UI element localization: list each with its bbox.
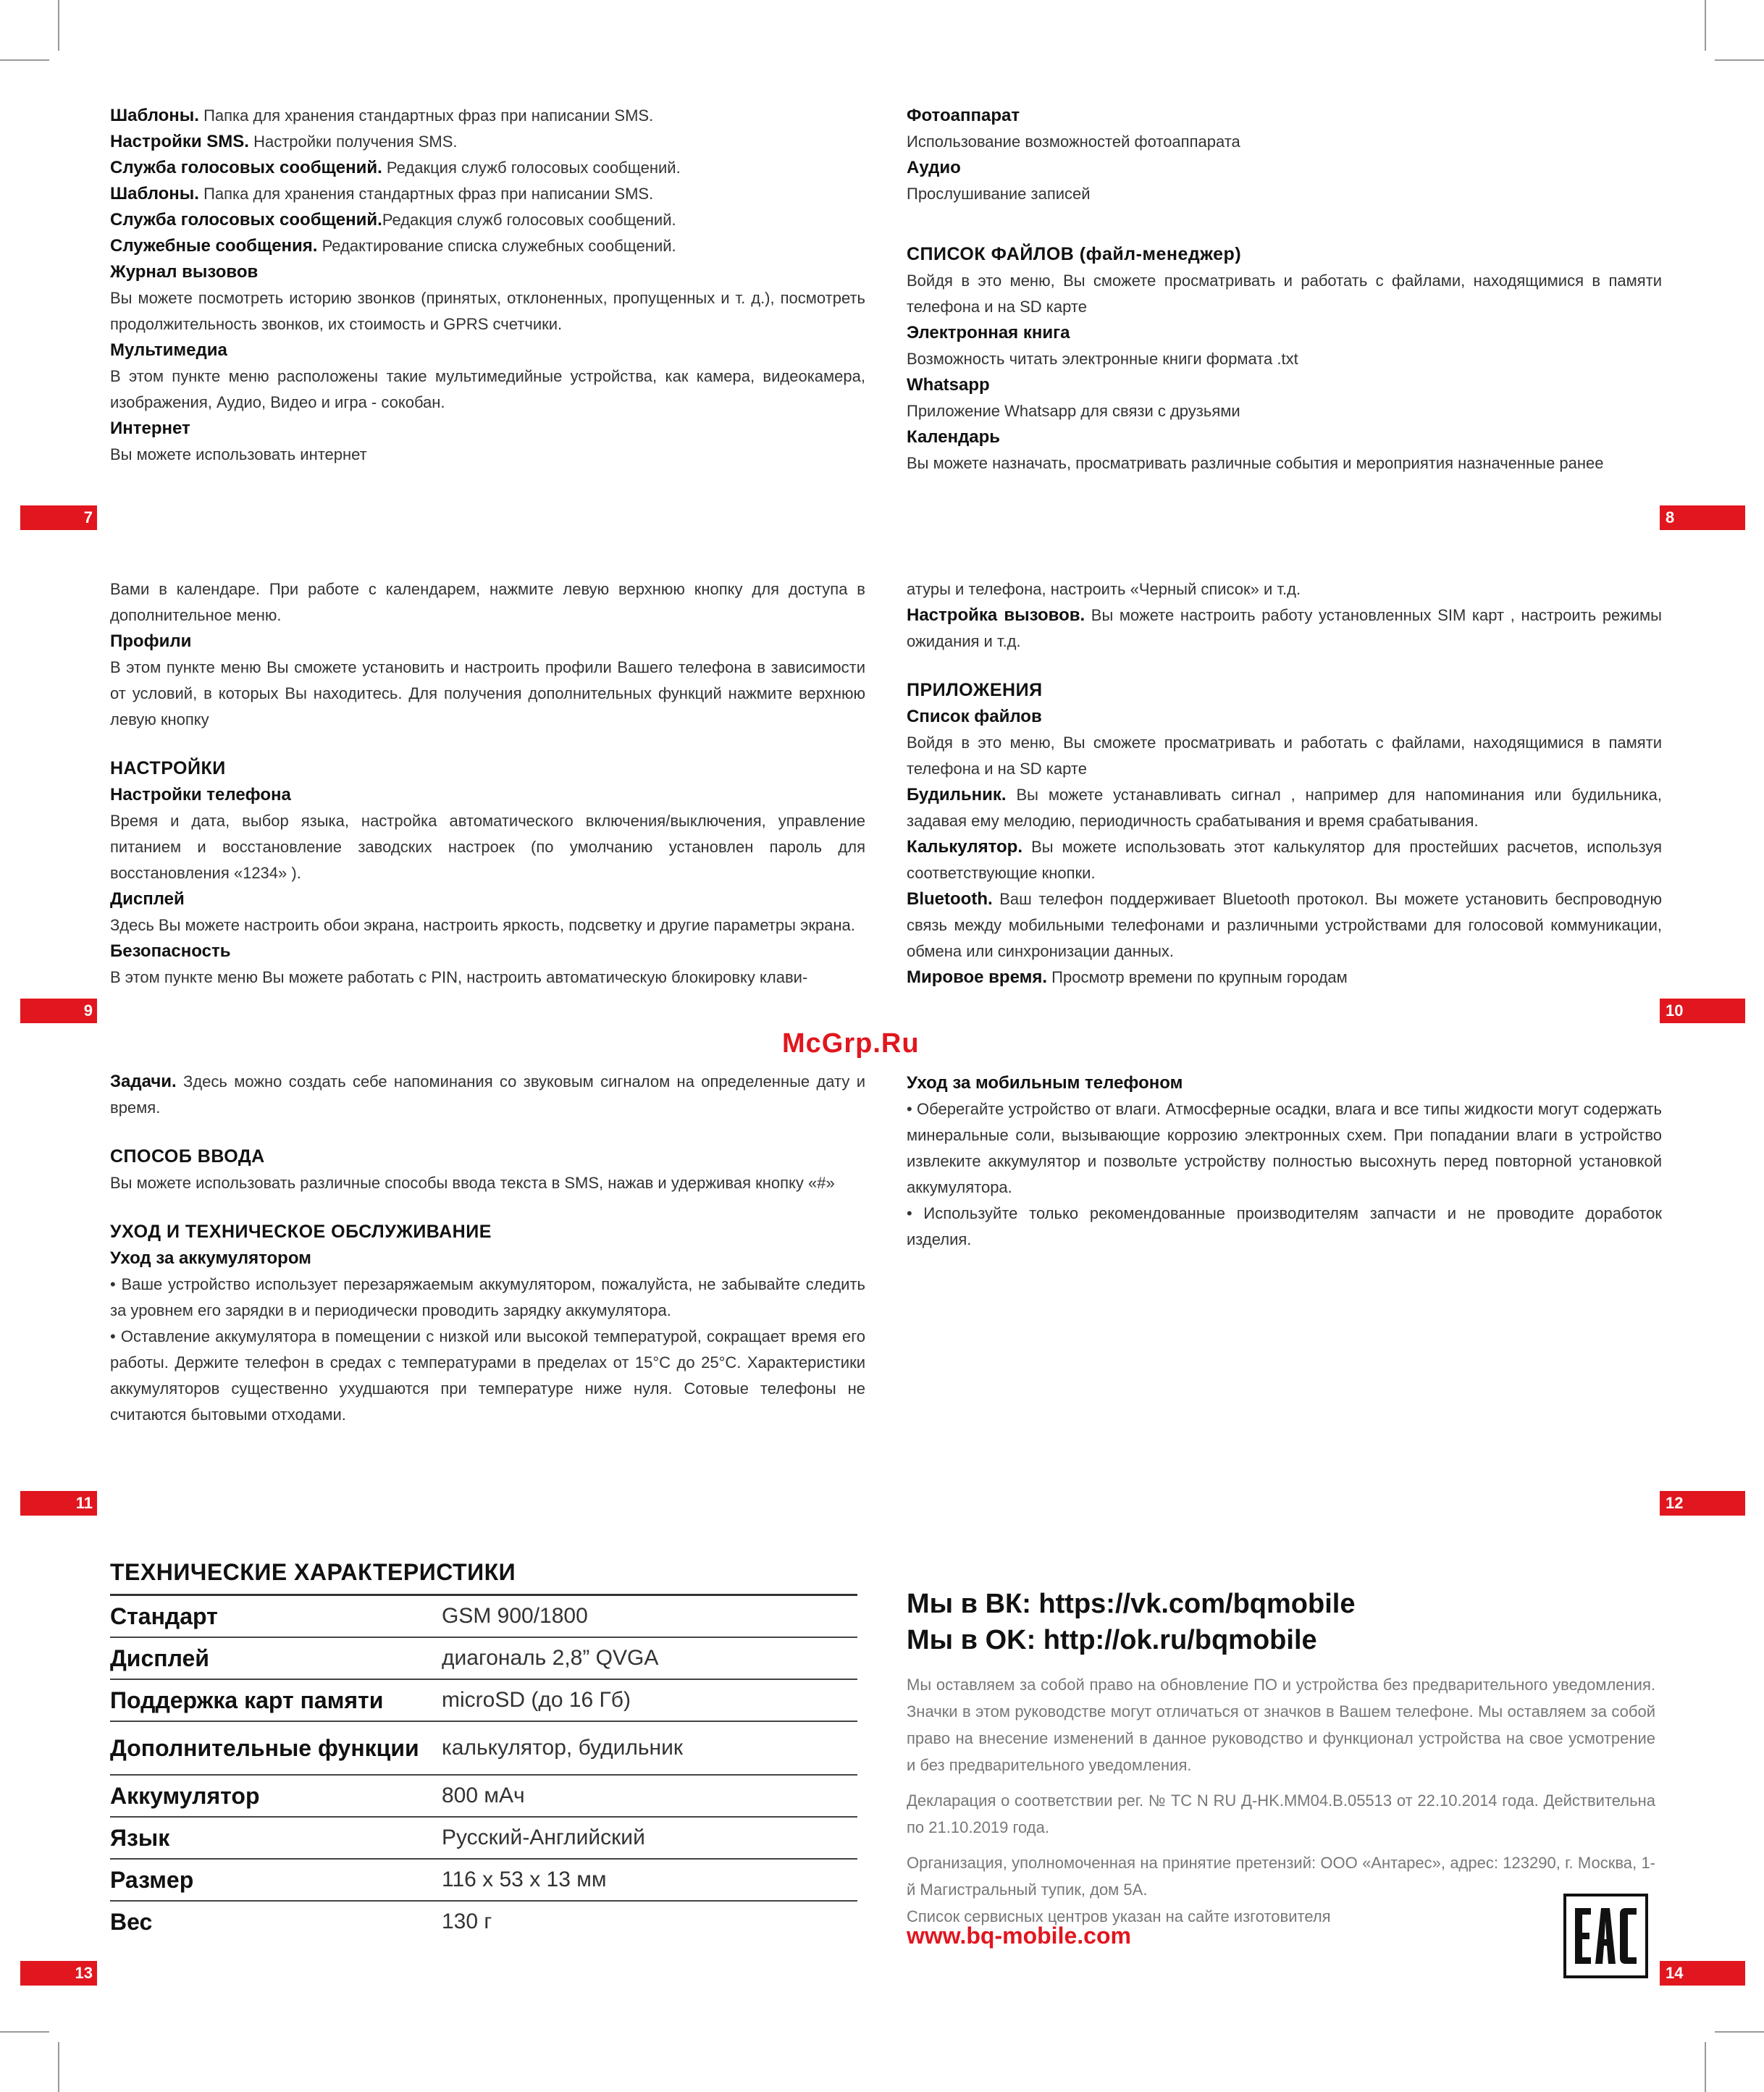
spec-row (110, 1638, 857, 1680)
specs-title: ТЕХНИЧЕСКИЕ ХАРАКТЕРИСТИКИ (110, 1559, 516, 1585)
paragraph-text: • Оберегайте устройство от влаги. Атмосферные осадки, влага и все типы жидкости могут содержать минеральные соли, вызывающие коррозию электронных схем. При попадании влаги в устройство извлеките аккумулятор и позвольте устройству полностью высохнуть перед повторной установкой аккумулятора. (907, 1100, 1662, 1196)
paragraph (907, 965, 1662, 991)
spec-value: GSM 900/1800 (442, 1604, 588, 1628)
page-12-column (907, 1070, 1662, 1253)
paragraph (110, 364, 865, 416)
section-heading: НАСТРОЙКИ (110, 758, 226, 778)
paragraph (110, 155, 865, 181)
paragraph (907, 782, 1662, 834)
ok-link[interactable]: Мы в OK: http://ok.ru/bqmobile (907, 1625, 1317, 1655)
spec-key: Язык (110, 1824, 170, 1851)
paragraph-text: Вы можете устанавливать сигнал , например для напоминания или будильника, задавая ему мелодию, периодичность срабатывания и время срабатывания. (907, 786, 1662, 830)
spec-value: 116 х 53 х 13 мм (442, 1868, 607, 1891)
paragraph (110, 655, 865, 733)
spec-value: Русский-Английский (442, 1826, 645, 1849)
subsection-heading: Профили (110, 631, 192, 651)
watermark: McGrp.Ru (782, 1028, 920, 1059)
paragraph-text: Вы можете посмотреть историю звонков (принятых, отклоненных, пропущенных и т. д.), посмотреть продолжительность звонков, их стоимость и GPRS счетчики. (110, 289, 865, 333)
paragraph (907, 1096, 1662, 1201)
note-service-centers: Список сервисных центров указан на сайте изготовителя (907, 1907, 1331, 1925)
note-declaration: Декларация о соответствии рег. № ТС N RU Д-HK.MM04.B.05513 от 22.10.2014 года. Действительна по 21.10.2019 года. (907, 1791, 1655, 1836)
paragraph (907, 346, 1662, 372)
spec-row (110, 1680, 857, 1722)
paragraph (907, 576, 1662, 602)
paragraph-text: В этом пункте меню Вы сможете установить и настроить профили Вашего телефона в зависимости от условий, в которых Вы находитесь. Для получения дополнительных функций нажмите верхнюю левую кнопку (110, 658, 865, 728)
paragraph (110, 103, 865, 129)
paragraph-text: Вы можете настроить работу установленных SIM карт , настроить режимы ожидания и т.д. (907, 606, 1662, 650)
paragraph (110, 207, 865, 233)
page-8-column (907, 103, 1662, 476)
spec-key: Вес (110, 1908, 153, 1935)
paragraph (907, 129, 1662, 155)
paragraph-text: атуры и телефона, настроить «Черный список» и т.д. (907, 580, 1301, 598)
spec-row (110, 1902, 857, 1942)
spec-value: 130 г (442, 1910, 492, 1933)
subsection-heading: Безопасность (110, 941, 231, 961)
subsection-heading: Мультимедиа (110, 340, 227, 360)
section-heading: СПОСОБ ВВОДА (110, 1146, 265, 1167)
page-number-13: 13 (20, 1961, 97, 1986)
paragraph-text: Войдя в это меню, Вы сможете просматривать и работать с файлами, находящимися в памяти телефона и на SD карте (907, 734, 1662, 778)
crop-mark (1705, 2042, 1706, 2092)
paragraph-text: В этом пункте меню Вы можете работать с PIN, настроить автоматическую блокировку клави- (110, 968, 808, 986)
paragraph-text: Вами в календаре. При работе с календарем, нажмите левую верхнюю кнопку для доступа в дополнительное меню. (110, 580, 865, 624)
spec-key: Размер (110, 1866, 194, 1893)
crop-mark (0, 59, 49, 61)
paragraph-text: Вы можете использовать интернет (110, 445, 367, 463)
paragraph-text: Настройки получения SMS. (248, 133, 458, 151)
page-number-7: 7 (20, 505, 97, 530)
paragraph-text: Прослушивание записей (907, 185, 1091, 203)
spec-key: Дополнительные функции (110, 1734, 419, 1761)
crop-mark (0, 2031, 49, 2033)
page-number-8: 8 (1660, 505, 1745, 530)
spec-value: 800 мАч (442, 1784, 525, 1807)
paragraph-text: Папка для хранения стандартных фраз при написании SMS. (198, 185, 654, 203)
paragraph-lead: Будильник. (907, 785, 1007, 805)
section-heading: ПРИЛОЖЕНИЯ (907, 680, 1043, 700)
subsection-heading: Фотоаппарат (907, 106, 1020, 125)
subsection-heading: Журнал вызовов (110, 262, 259, 282)
eac-logo-icon (1563, 1894, 1648, 1978)
paragraph-lead: Bluetooth. (907, 889, 993, 909)
paragraph-lead: Калькулятор. (907, 837, 1023, 857)
spec-value: microSD (до 16 Гб) (442, 1688, 631, 1712)
paragraph-text: Время и дата, выбор языка, настройка автоматического включения/выключения, управление питанием и восстановление заводских настроек (по умолчанию установлен пароль для восстановления «1234» ). (110, 812, 865, 882)
paragraph-text: Вы можете назначать, просматривать различные события и мероприятия назначенные ранее (907, 454, 1604, 472)
paragraph-text: Ваш телефон поддерживает Bluetooth протокол. Вы можете установить беспроводную связь между мобильными телефонами и различными устройствами для голосовой коммуникации, обмена или синхронизации данных. (907, 890, 1662, 960)
paragraph-text: Возможность читать электронные книги формата .txt (907, 350, 1298, 368)
paragraph (907, 834, 1662, 886)
vk-link[interactable]: Мы в ВК: https://vk.com/bqmobile (907, 1589, 1356, 1619)
paragraph-text: Редактирование списка служебных сообщений. (317, 237, 676, 255)
paragraph (110, 442, 865, 468)
paragraph (907, 886, 1662, 965)
spec-row (110, 1596, 857, 1638)
paragraph (907, 450, 1662, 476)
section-heading: УХОД И ТЕХНИЧЕСКОЕ ОБСЛУЖИВАНИЕ (110, 1222, 492, 1242)
paragraph-text: Редакция служб голосовых сообщений. (382, 159, 681, 177)
paragraph (907, 181, 1662, 207)
paragraph-lead: Служба голосовых сообщений. (110, 210, 382, 230)
page-number-14: 14 (1660, 1961, 1745, 1986)
spec-row (110, 1776, 857, 1818)
paragraph (907, 730, 1662, 782)
paragraph (110, 1170, 865, 1196)
paragraph (110, 129, 865, 155)
paragraph-lead: Настройка вызовов. (907, 605, 1085, 625)
paragraph-lead: Настройки SMS. (110, 132, 249, 151)
paragraph-text: Вы можете использовать этот калькулятор для простейших расчетов, используя соответствующие кнопки. (907, 838, 1662, 882)
spec-value: диагональ 2,8” QVGA (442, 1646, 659, 1670)
website-link[interactable]: www.bq-mobile.com (907, 1923, 1131, 1949)
paragraph (907, 398, 1662, 424)
page-number-11: 11 (20, 1491, 97, 1516)
paragraph (110, 912, 865, 938)
paragraph-text: Папка для хранения стандартных фраз при написании SMS. (198, 106, 654, 125)
paragraph-text: Здесь можно создать себе напоминания со звуковым сигналом на определенные дату и время. (110, 1072, 865, 1117)
paragraph (110, 1069, 865, 1121)
paragraph (110, 965, 865, 991)
page-number-10: 10 (1660, 999, 1745, 1023)
paragraph (110, 1272, 865, 1324)
subsection-heading: Аудио (907, 158, 961, 177)
paragraph-text: • Ваше устройство использует перезаряжаемым аккумулятором, пожалуйста, не забывайте следить за уровнем его зарядки в и периодически проводить зарядку аккумулятора. (110, 1275, 865, 1319)
crop-mark (1715, 59, 1764, 61)
crop-mark (1715, 2031, 1764, 2033)
paragraph (110, 233, 865, 259)
paragraph (907, 602, 1662, 655)
spec-key: Аккумулятор (110, 1782, 260, 1809)
paragraph-text: Вы можете использовать различные способы ввода текста в SMS, нажав и удерживая кнопку «#» (110, 1174, 835, 1192)
subsection-heading: Настройки телефона (110, 785, 291, 805)
note-rights: Мы оставляем за собой право на обновление ПО и устройства без предварительного уведомления. Значки в этом руководстве могут отличаться от значков в Вашем телефоне. Мы оставляем за собой право на внесение изменений в данное руководство и функционал устройства на свое усмотрение и без предварительного уведомления. (907, 1676, 1655, 1774)
paragraph-lead: Мировое время. (907, 967, 1048, 987)
paragraph (110, 285, 865, 337)
paragraph-text: Редакция служб голосовых сообщений. (382, 211, 676, 229)
spec-row (110, 1818, 857, 1860)
legal-notes (907, 1671, 1655, 1930)
crop-mark (58, 0, 59, 51)
paragraph-text: • Используйте только рекомендованные производителям запчасти и не проводите доработок изделия. (907, 1204, 1662, 1248)
crop-mark (1705, 0, 1706, 51)
spec-value: калькулятор, будильник (442, 1736, 683, 1760)
paragraph-text: • Оставление аккумулятора в помещении с низкой или высокой температурой, сокращает время его работы. Держите телефон в средах с температурами в пределах от 15°С до 25°С. Характеристики аккумуляторов существенно ухудшаются при температуре ниже нуля. Сотовые телефоны не считаются бытовыми отходами. (110, 1327, 865, 1424)
page-9-column (110, 576, 865, 991)
spec-row (110, 1722, 857, 1776)
subsection-heading: Электронная книга (907, 323, 1070, 343)
subsection-heading: Дисплей (110, 889, 185, 909)
paragraph (110, 1324, 865, 1428)
paragraph-lead: Служебные сообщения. (110, 236, 318, 256)
page-number-12: 12 (1660, 1491, 1745, 1516)
subsection-heading: Уход за аккумулятором (110, 1248, 311, 1268)
section-heading: СПИСОК ФАЙЛОВ (файл-менеджер) (907, 244, 1242, 264)
page-10-column (907, 576, 1662, 991)
paragraph-text: Войдя в это меню, Вы сможете просматривать и работать с файлами, находящимися в памяти телефона и на SD карте (907, 272, 1662, 316)
paragraph (110, 576, 865, 629)
crop-mark (58, 2042, 59, 2092)
paragraph-lead: Служба голосовых сообщений. (110, 158, 382, 177)
paragraph-lead: Шаблоны. (110, 106, 199, 125)
paragraph-text: Использование возможностей фотоаппарата (907, 133, 1240, 151)
paragraph (907, 1201, 1662, 1253)
spec-key: Дисплей (110, 1644, 209, 1671)
paragraph-text: Просмотр времени по крупным городам (1047, 968, 1348, 986)
paragraph-text: Здесь Вы можете настроить обои экрана, настроить яркость, подсветку и другие параметры экрана. (110, 916, 855, 934)
spec-row (110, 1860, 857, 1902)
page-7-column (110, 103, 865, 468)
note-organization: Организация, уполномоченная на принятие претензий: ООО «Антарес», адрес: 123290, г. Москва, 1-й Магистральный тупик, дом 5А. (907, 1854, 1655, 1899)
subsection-heading: Интернет (110, 419, 190, 438)
paragraph (110, 808, 865, 886)
paragraph-text: В этом пункте меню расположены такие мультимедийные устройства, как камера, видеокамера, изображения, Аудио, Видео и игра - сокобан. (110, 367, 865, 411)
page-number-9: 9 (20, 999, 97, 1023)
paragraph-text: Приложение Whatsapp для связи с друзьями (907, 402, 1240, 420)
specs-table (110, 1594, 857, 1942)
subsection-heading: Whatsapp (907, 375, 990, 395)
paragraph-lead: Шаблоны. (110, 184, 199, 203)
subsection-heading: Календарь (907, 427, 1001, 447)
subsection-heading: Список файлов (907, 707, 1042, 726)
social-links (907, 1586, 1355, 1658)
subsection-heading: Уход за мобильным телефоном (907, 1073, 1183, 1093)
page-11-column (110, 1069, 865, 1428)
paragraph (110, 181, 865, 207)
spec-key: Стандарт (110, 1602, 218, 1629)
spec-key: Поддержка карт памяти (110, 1686, 384, 1713)
paragraph (907, 268, 1662, 320)
paragraph-lead: Задачи. (110, 1072, 177, 1091)
